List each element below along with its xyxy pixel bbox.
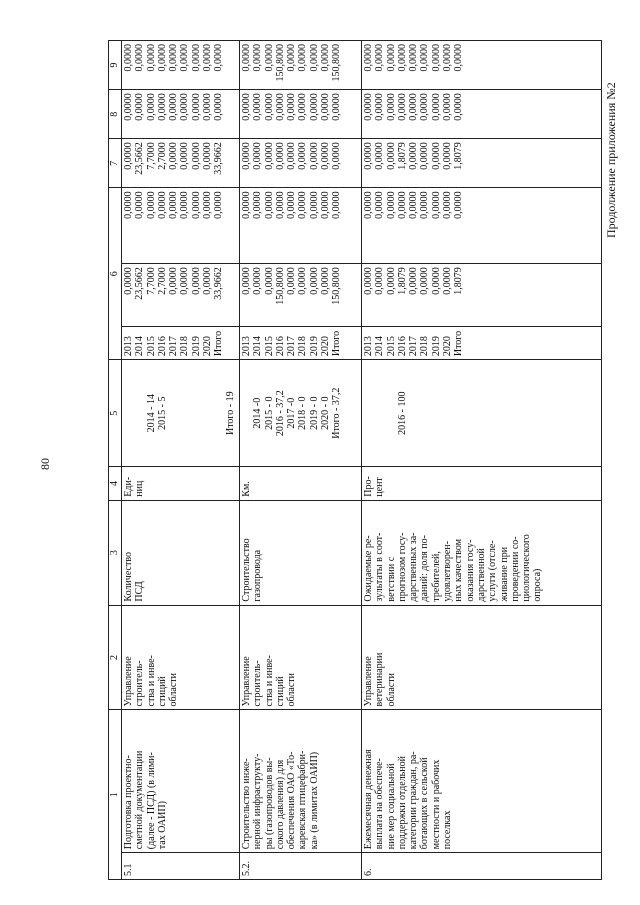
cell-value: 150,8000 [331, 267, 343, 305]
funding-total [122, 264, 240, 326]
cell-value: 0,0000 [308, 191, 320, 219]
cell-value: 0,0000 [274, 191, 286, 219]
cell-value: 0,0000 [190, 142, 202, 170]
table-row [240, 41, 362, 880]
header-col-5: 5 [109, 360, 122, 467]
indicator-values: 2014 -0 2015 - 0 2016 - 37,2 2017 -0 2018 - 0 2019 - 0 2020 - 0 Итого - 37,2 [240, 360, 362, 467]
cell-value: 0,0000 [396, 44, 408, 72]
header-col-3: 3 [109, 500, 122, 605]
cell-value: 2013 [241, 336, 252, 357]
cell-value: 0,0000 [168, 44, 180, 72]
cell-value: 0,0000 [213, 191, 225, 219]
cell-value: 0,0000 [190, 93, 202, 121]
cell-value: 0,0000 [286, 191, 298, 219]
unit: Еди- ниц [122, 467, 240, 500]
cell-value: 2019 [308, 336, 320, 357]
cell-value: 0,0000 [408, 44, 420, 72]
cell-value: 2015 [263, 336, 275, 357]
executor: Управление строитель- ства и инве- стиций области [240, 605, 362, 710]
cell-value: 33,9662 [213, 142, 225, 175]
continuation-title: Продолжение приложения №2 [604, 82, 618, 238]
cell-value: 150,8000 [331, 44, 343, 82]
indicator: Количество ПСД [122, 500, 240, 605]
cell-value: 150,8000 [274, 44, 286, 82]
cell-value: 0,0000 [123, 142, 134, 170]
cell-value: 0,0000 [213, 93, 225, 121]
cell-value: 0,0000 [430, 191, 442, 219]
cell-value: 2,7000 [156, 267, 168, 295]
cell-value: 0,0000 [297, 142, 309, 170]
executor: Управление ветеринарии области [362, 605, 602, 710]
cell-value: 23,5662 [134, 267, 146, 300]
cell-value: 2017 [408, 336, 420, 357]
header-col-2: 2 [109, 605, 122, 710]
cell-value: 0,0000 [274, 142, 286, 170]
cell-value: 0,0000 [241, 142, 252, 170]
cell-value: 2020 [202, 336, 214, 357]
cell-value: 0,0000 [241, 267, 252, 295]
cell-value: 0,0000 [331, 93, 343, 121]
cell-value: 2019 [430, 336, 442, 357]
cell-value: 0,0000 [385, 44, 397, 72]
cell-value: 0,0000 [408, 142, 420, 170]
cell-value: 0,0000 [145, 93, 157, 121]
funding-col-7 [362, 188, 602, 264]
cell-value: 2015 [145, 336, 157, 357]
cell-value: 0,0000 [308, 142, 320, 170]
cell-value: 0,0000 [320, 44, 332, 72]
cell-value: 7,7000 [145, 267, 157, 295]
cell-value: 0,0000 [145, 44, 157, 72]
cell-value: 0,0000 [385, 267, 397, 295]
cell-value: 0,0000 [442, 142, 454, 170]
cell-value: 0,0000 [179, 44, 191, 72]
header-col-8: 8 [109, 90, 122, 139]
cell-value: 0,0000 [252, 44, 264, 72]
cell-value: 2017 [286, 336, 298, 357]
cell-value: 0,0000 [419, 267, 431, 295]
cell-value: 1,8079 [396, 142, 408, 170]
cell-value: 0,0000 [134, 44, 146, 72]
cell-value: Итого [213, 330, 225, 357]
cell-value: 0,0000 [374, 142, 386, 170]
cell-value: 0,0000 [190, 44, 202, 72]
cell-value: 0,0000 [320, 93, 332, 121]
cell-value: 2017 [168, 336, 180, 357]
cell-value: 2020 [442, 336, 454, 357]
cell-value: 0,0000 [419, 44, 431, 72]
cell-value: 0,0000 [179, 267, 191, 295]
years [122, 326, 240, 359]
cell-value: 0,0000 [430, 142, 442, 170]
measure-name: Подготовка проектно- сметной документации (далее - ПСД) (в лими- тах ОАИП) [122, 710, 240, 853]
cell-value: 0,0000 [202, 44, 214, 72]
cell-value: 0,0000 [363, 267, 374, 295]
header-col-7: 7 [109, 139, 122, 188]
cell-value: 0,0000 [252, 93, 264, 121]
cell-value: 0,0000 [320, 267, 332, 295]
cell-value: 0,0000 [320, 191, 332, 219]
cell-value: 2014 [134, 336, 146, 357]
cell-value: 0,0000 [168, 191, 180, 219]
cell-value: 0,0000 [134, 93, 146, 121]
funding-col-8 [240, 139, 362, 188]
cell-value: 0,0000 [308, 267, 320, 295]
cell-value: 0,0000 [123, 93, 134, 121]
cell-value: 1,8079 [396, 267, 408, 295]
cell-value: 0,0000 [286, 93, 298, 121]
cell-value: 2013 [363, 336, 374, 357]
cell-value: 0,0000 [241, 191, 252, 219]
cell-value: 0,0000 [241, 44, 252, 72]
cell-value: 2014 [252, 336, 264, 357]
cell-value: 0,0000 [442, 93, 454, 121]
cell-value: 0,0000 [213, 44, 225, 72]
funding-col-7 [240, 188, 362, 264]
cell-value: 0,0000 [190, 267, 202, 295]
row-number: 6. [362, 853, 602, 880]
cell-value: 0,0000 [263, 44, 275, 72]
cell-value: 0,0000 [286, 44, 298, 72]
cell-value: 0,0000 [408, 191, 420, 219]
cell-value: 0,0000 [430, 267, 442, 295]
funding-total [362, 264, 602, 326]
cell-value: 0,0000 [396, 93, 408, 121]
program-table [108, 40, 602, 880]
cell-value: 0,0000 [202, 267, 214, 295]
cell-value: 0,0000 [252, 142, 264, 170]
cell-value: 33,9662 [213, 267, 225, 300]
cell-value: 0,0000 [363, 93, 374, 121]
header-col-6: 6 [109, 188, 122, 360]
cell-value: 2016 [156, 336, 168, 357]
cell-value: 2015 [385, 336, 397, 357]
table-row [362, 41, 602, 880]
cell-value: 0,0000 [123, 44, 134, 72]
indicator: Строительство газопровода [240, 500, 362, 605]
cell-value: 2013 [123, 336, 134, 357]
cell-value: 0,0000 [274, 93, 286, 121]
cell-value: 0,0000 [374, 191, 386, 219]
cell-value: 2014 [374, 336, 386, 357]
cell-value: 23,5662 [134, 142, 146, 175]
cell-value: 0,0000 [308, 93, 320, 121]
cell-value: 1,8079 [453, 267, 465, 295]
cell-value: 0,0000 [168, 267, 180, 295]
cell-value: 0,0000 [374, 44, 386, 72]
cell-value: 7,7000 [145, 142, 157, 170]
measure-name: Ежемесячная денежная выплата на обеспече- ние мер социальной поддержки отдельной категории граждан, ра- ботающих в сельской местности и рабочих поселках [362, 710, 602, 853]
cell-value: 0,0000 [442, 191, 454, 219]
cell-value: 2018 [179, 336, 191, 357]
cell-value: 150,8000 [274, 267, 286, 305]
cell-value: 0,0000 [297, 93, 309, 121]
cell-value: 0,0000 [252, 267, 264, 295]
cell-value: 0,0000 [442, 44, 454, 72]
cell-value: 2016 [274, 336, 286, 357]
cell-value: 0,0000 [331, 191, 343, 219]
rotated-table-container [108, 40, 628, 880]
cell-value: 0,0000 [202, 142, 214, 170]
header-col-9: 9 [109, 41, 122, 90]
indicator: Ожидаемые ре- зультаты в соот- ветствии с прогнозом госу- дарственных за- даний: доля по- требителей, удовлетворен- ных качеством оказания госу- дарственной услуги (отсле- живание при проведении со- циологического опроса) [362, 500, 602, 605]
header-col-1: 1 [109, 710, 122, 880]
cell-value: 0,0000 [419, 191, 431, 219]
funding-col-8 [122, 139, 240, 188]
cell-value: 0,0000 [363, 44, 374, 72]
cell-value: 2018 [419, 336, 431, 357]
cell-value: 0,0000 [168, 142, 180, 170]
cell-value: 0,0000 [453, 191, 465, 219]
row-number: 5.2. [240, 853, 362, 880]
funding-col-9 [122, 90, 240, 139]
cell-value: 0,0000 [156, 44, 168, 72]
cell-value: 0,0000 [385, 191, 397, 219]
cell-value: 0,0000 [202, 191, 214, 219]
years [240, 326, 362, 359]
cell-value: 0,0000 [308, 44, 320, 72]
page-number: 80 [38, 458, 52, 470]
funding-col-8 [362, 139, 602, 188]
cell-value: 0,0000 [408, 267, 420, 295]
cell-value: 0,0000 [385, 142, 397, 170]
unit: Км. [240, 467, 362, 500]
cell-value: 2019 [190, 336, 202, 357]
table-row [122, 41, 240, 880]
indicator-values: 2016 - 100 [362, 360, 602, 467]
cell-value: 0,0000 [430, 44, 442, 72]
cell-value: 0,0000 [385, 93, 397, 121]
cell-value: 0,0000 [363, 191, 374, 219]
cell-value: 0,0000 [190, 191, 202, 219]
cell-value: 0,0000 [263, 267, 275, 295]
executor: Управление строитель- ства и инве- стиций области [122, 605, 240, 710]
cell-value: Итого [331, 330, 343, 357]
funding-col-9 [362, 90, 602, 139]
cell-value: 0,0000 [156, 93, 168, 121]
cell-value: 0,0000 [453, 93, 465, 121]
cell-value: 0,0000 [286, 267, 298, 295]
cell-value: 0,0000 [168, 93, 180, 121]
cell-value: 2016 [396, 336, 408, 357]
cell-value: 0,0000 [123, 267, 134, 295]
cell-value: 0,0000 [123, 191, 134, 219]
cell-value: 0,0000 [179, 142, 191, 170]
header-col-4: 4 [109, 467, 122, 500]
cell-value: 0,0000 [286, 142, 298, 170]
cell-value: 0,0000 [297, 267, 309, 295]
cell-value: 0,0000 [241, 93, 252, 121]
cell-value: 1,8079 [453, 142, 465, 170]
cell-value: 0,0000 [179, 93, 191, 121]
cell-value: 0,0000 [263, 191, 275, 219]
cell-value: 0,0000 [453, 44, 465, 72]
cell-value: 0,0000 [331, 142, 343, 170]
indicator-values: 2014 - 14 2015 - 5 Итого - 19 [122, 360, 240, 467]
cell-value: 0,0000 [419, 142, 431, 170]
header-row [109, 41, 122, 880]
funding-col-7 [122, 188, 240, 264]
cell-value: 0,0000 [374, 267, 386, 295]
cell-value: 2018 [297, 336, 309, 357]
cell-value: 2,7000 [156, 142, 168, 170]
cell-value: 0,0000 [297, 44, 309, 72]
funding-total [240, 264, 362, 326]
cell-value: 0,0000 [396, 191, 408, 219]
row-number: 5.1 [122, 853, 240, 880]
cell-value: 0,0000 [145, 191, 157, 219]
cell-value: 0,0000 [408, 93, 420, 121]
cell-value: 0,0000 [252, 191, 264, 219]
years [362, 326, 602, 359]
cell-value: 0,0000 [363, 142, 374, 170]
funding-col-10 [122, 41, 240, 90]
cell-value: 0,0000 [156, 191, 168, 219]
unit: Про- цент [362, 467, 602, 500]
cell-value: 0,0000 [179, 191, 191, 219]
cell-value: 0,0000 [263, 142, 275, 170]
cell-value: 0,0000 [374, 93, 386, 121]
measure-name: Строительство инже- нерной инфраструкту- ры (газопроводов вы- сокого давления) для обеспечения ОАО «То- каревская птицефабри- ка» (в лимитах ОАИП) [240, 710, 362, 853]
cell-value: 0,0000 [442, 267, 454, 295]
cell-value: 2020 [320, 336, 332, 357]
cell-value: 0,0000 [263, 93, 275, 121]
cell-value: 0,0000 [202, 93, 214, 121]
cell-value: 0,0000 [430, 93, 442, 121]
cell-value: 0,0000 [419, 93, 431, 121]
funding-col-10 [240, 41, 362, 90]
cell-value: 0,0000 [297, 191, 309, 219]
cell-value: 0,0000 [134, 191, 146, 219]
cell-value: Итого [453, 330, 465, 357]
funding-col-10 [362, 41, 602, 90]
funding-col-9 [240, 90, 362, 139]
cell-value: 0,0000 [320, 142, 332, 170]
